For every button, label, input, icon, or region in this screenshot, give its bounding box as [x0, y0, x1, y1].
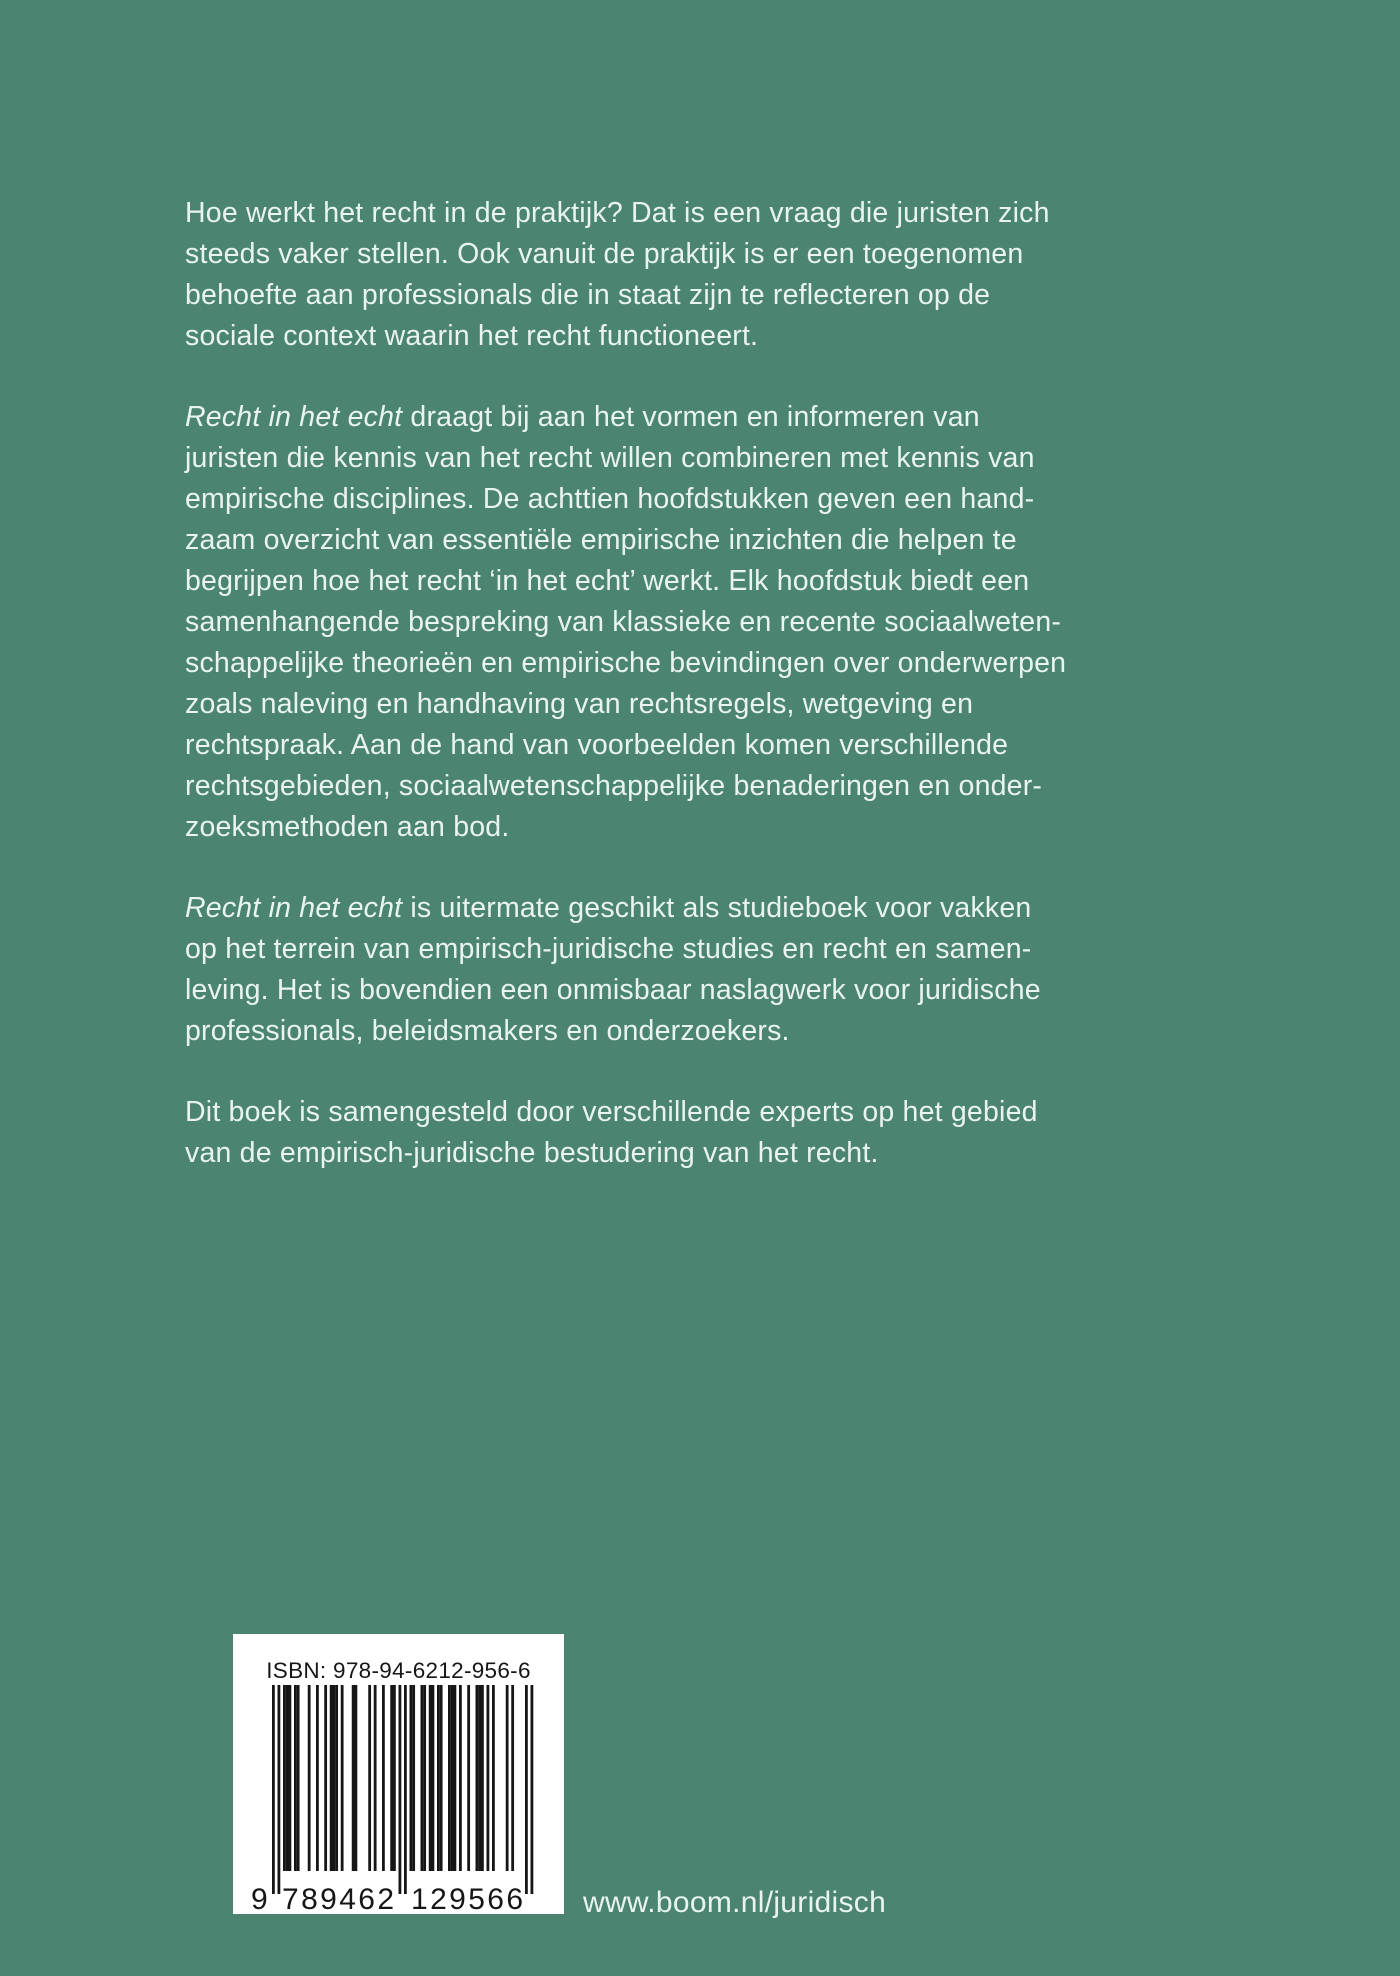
svg-text:789462: 789462 [282, 1883, 394, 1913]
isbn-barcode-block [233, 1634, 564, 1914]
paragraph: Recht in het echt is uitermate geschikt als studieboek voor vakken op het terrein van empirisch-juridische studies en recht en samen- leving. Het is bovendien een onmisbaar naslagwerk voor juridische professionals, beleidsmakers en onderzoekers. [185, 892, 1041, 1047]
body-text [185, 193, 1185, 1214]
svg-text:129566: 129566 [411, 1883, 523, 1913]
svg-text:9: 9 [251, 1883, 268, 1913]
paragraph: Hoe werkt het recht in de praktijk? Dat is een vraag die juristen zich steeds vaker stellen. Ook vanuit de praktijk is er een toegenomen behoefte aan professionals die in staat zijn te reflecteren op de sociale context waarin het recht functioneert. [185, 197, 1050, 352]
publisher-url: www.boom.nl/juridisch [583, 1886, 887, 1919]
isbn-label: ISBN: 978-94-6212-956-6 [266, 1658, 531, 1683]
ean13-barcode [249, 1685, 549, 1913]
paragraph: Recht in het echt draagt bij aan het vormen en informeren van juristen die kennis van het recht willen combineren met kennis van empirische disciplines. De achttien hoofdstukken geven een hand- zaam overzicht van essentiële empirische inzichten die helpen te begrijpen hoe het recht ‘in het echt’ werkt. Elk hoofdstuk biedt een samenhangende bespreking van klassieke en recente sociaalweten- schappelijke theorieën en empirische bevindingen over onderwerpen zoals naleving en handhaving van rechtsregels, wetgeving en rechtspraak. Aan de hand van voorbeelden komen verschillende rechtsgebieden, sociaalwetenschappelijke benaderingen en onder- zoeksmethoden aan bod. [185, 401, 1067, 843]
paragraph: Dit boek is samengesteld door verschillende experts op het gebied van de empirisch-juridische bestudering van het recht. [185, 1096, 1038, 1169]
